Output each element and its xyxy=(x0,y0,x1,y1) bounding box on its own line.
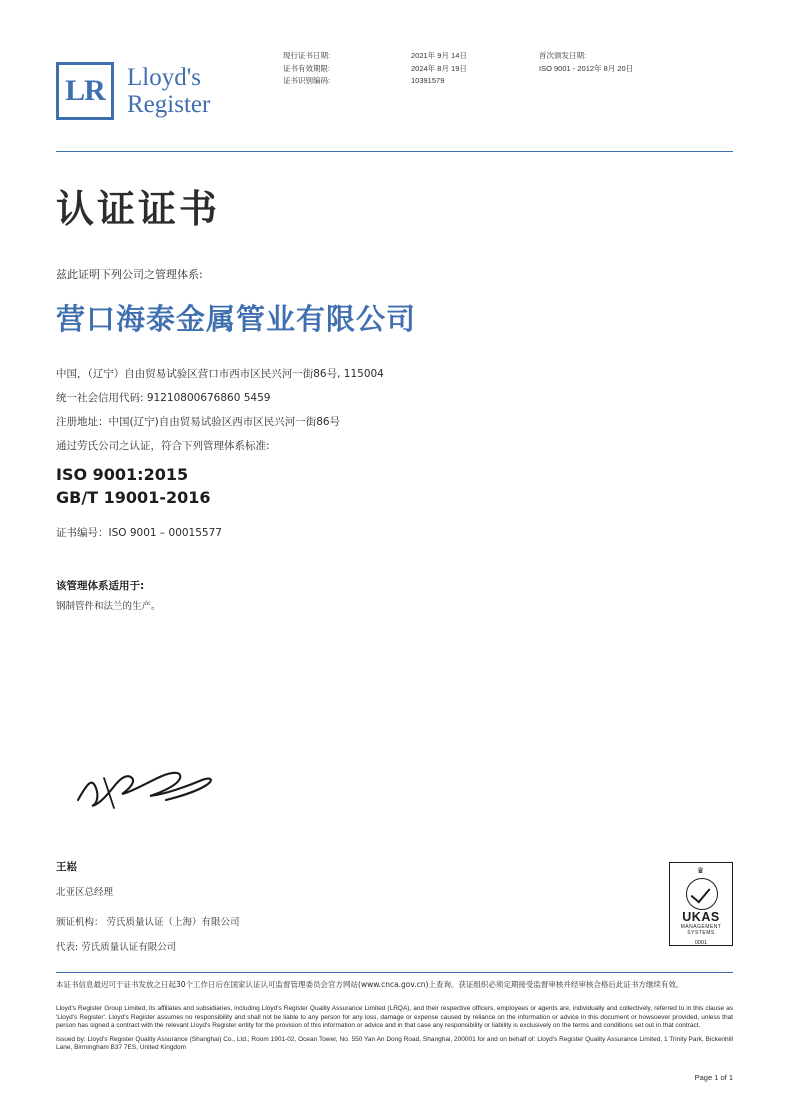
ukas-number: 0001 xyxy=(694,940,708,946)
signatory-name: 王崧 xyxy=(56,861,77,873)
registered-address: 注册地址：中国(辽宁)自由贸易试验区西市区民兴河一街86号 xyxy=(56,416,341,428)
ukas-subtitle xyxy=(670,924,732,936)
ukas-wordmark: UKAS xyxy=(682,910,720,924)
lr-monogram-icon xyxy=(56,62,114,120)
meta-label-current-issue: 现行证书日期: xyxy=(283,51,331,60)
meta-label-identity-code: 证书识别编码: xyxy=(283,76,331,85)
meta-value-validity: 2024年 8月 19日 xyxy=(411,63,467,73)
meta-label-validity: 证书有效期限: xyxy=(283,63,331,73)
first-issue-value-text: ISO 9001 - 2012年 8月 20日 xyxy=(539,63,634,73)
checkmark-icon xyxy=(686,878,718,910)
meta-value-identity-code: 10391579 xyxy=(411,76,445,85)
brand-name xyxy=(127,64,210,118)
footer-divider xyxy=(56,972,733,973)
standard-gbt19001: GB/T 19001-2016 xyxy=(56,488,211,507)
footer-chinese-note: 本证书信息最迟可于证书发放之日起30个工作日后在国家认证认可监督管理委员会官方网站(www.cnca.gov.cn)上查询。获证组织必须定期接受监督审核并经审核合格后此证书方继续有效。 xyxy=(56,980,684,989)
credit-code: 统一社会信用代码: 91210800676860 5459 xyxy=(56,392,271,404)
footer-disclaimer: Lloyd's Register Group Limited, its affiliates and subsidiaries, including Lloyd's Register Quality Assurance Limited (LRQA), and their respective officers, employees or agents are, individually and collectively, referred to in this clause as 'Lloyd's Register'. Lloyd's Register assumes no responsibility and shall not be liable to any person for any loss, damage or expense caused by reliance on the information or advice in this document or howsoever provided, unless that person has signed a contract with the relevant Lloyd's Register entity for the provision of this information or advice and in that case any responsibility or liability is exclusively on the terms and conditions set out in that contract. xyxy=(56,1005,733,1030)
certificate-header xyxy=(0,0,789,152)
meta-value-current-issue: 2021年 9月 14日 xyxy=(411,51,467,60)
standards-list xyxy=(56,463,211,509)
handwritten-signature-icon xyxy=(70,760,220,820)
address-block xyxy=(56,362,384,458)
footer-english-note xyxy=(56,1005,733,1058)
footer-issued-by: Issued by: Lloyd's Register Quality Assurance (Shanghai) Co., Ltd., Room 1901-02, Ocean Tower, No. 550 Yan An Dong Road, Shanghai, 200001 for and on behalf of: Lloyd's Register Quality Assurance Limited, 1 Trinity Park, Bickenhill Lane, Birmingham B37 7ES, United Kingdom xyxy=(56,1035,733,1052)
first-issue-label-text: 首次颁发日期: xyxy=(539,51,587,60)
brand-line-2: Register xyxy=(127,91,211,118)
brand-line-1: Lloyd's xyxy=(127,64,201,91)
scope-text: 钢制管件和法兰的生产。 xyxy=(56,601,161,612)
representative-line: 代表: 劳氏质量认证有限公司 xyxy=(56,942,177,953)
meta-labels xyxy=(283,50,330,88)
approval-line: 通过劳氏公司之认证，符合下列管理体系标准: xyxy=(56,440,270,452)
header-divider xyxy=(56,151,733,152)
lloyds-register-logo xyxy=(56,62,210,120)
issuer-organisation: 颁证机构： 劳氏质量认证（上海）有限公司 xyxy=(56,917,240,928)
company-name: 营口海泰金属管业有限公司 xyxy=(56,302,417,336)
ukas-accreditation-mark xyxy=(669,862,733,946)
scope-heading: 该管理体系适用于: xyxy=(56,580,145,592)
intro-text: 兹此证明下列公司之管理体系: xyxy=(56,268,203,281)
crown-icon: ♛ xyxy=(696,866,706,875)
meta-values xyxy=(411,50,467,88)
page-number: Page 1 of 1 xyxy=(694,1073,733,1082)
lr-monogram-text: LR xyxy=(65,74,105,107)
company-address: 中国，（辽宁）自由贸易试验区营口市西市区民兴河一街86号, 115004 xyxy=(56,368,384,380)
meta-first-issue-label xyxy=(539,50,633,75)
ukas-subtitle-line-1: MANAGEMENT xyxy=(680,924,722,930)
page-title: 认证证书 xyxy=(56,187,221,231)
certificate-number: 证书编号：ISO 9001 – 00015577 xyxy=(56,527,222,539)
signatory-role: 北亚区总经理 xyxy=(56,887,114,898)
ukas-subtitle-line-2: SYSTEMS xyxy=(687,930,715,936)
standard-iso9001: ISO 9001:2015 xyxy=(56,465,189,484)
